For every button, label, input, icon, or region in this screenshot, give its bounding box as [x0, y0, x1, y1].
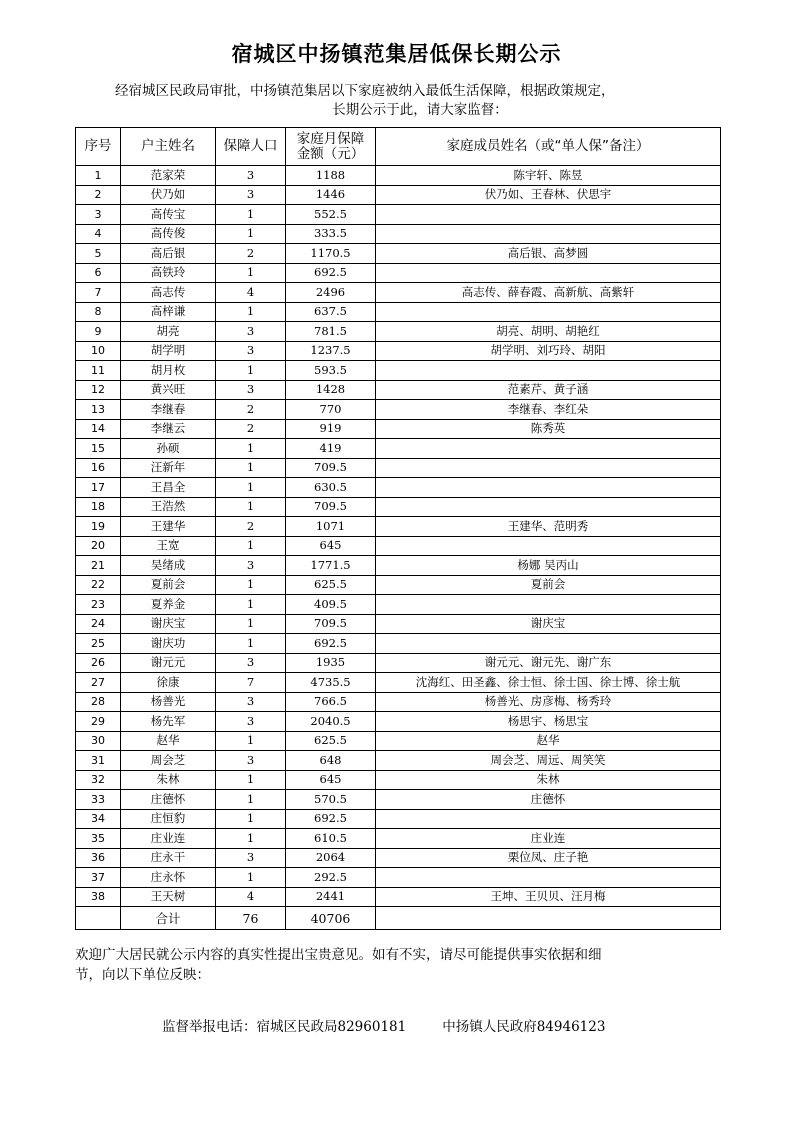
hotline-bureau: 宿城区民政局82960181 — [256, 1019, 407, 1035]
row-members — [376, 458, 721, 478]
table-row — [76, 634, 721, 654]
row-index: 13 — [76, 400, 121, 420]
row-people: 1 — [216, 439, 286, 459]
row-head-name: 李继云 — [121, 419, 216, 439]
header-amount-line2: 金额（元） — [296, 145, 365, 162]
row-head-name: 吴绪成 — [121, 556, 216, 576]
row-members: 范素芹、黄子涵 — [376, 380, 721, 400]
row-amount: 1446 — [286, 185, 376, 205]
row-people: 3 — [216, 556, 286, 576]
row-index: 21 — [76, 556, 121, 576]
row-people: 2 — [216, 400, 286, 420]
row-head-name: 夏前会 — [121, 575, 216, 595]
row-index: 34 — [76, 809, 121, 829]
welfare-table — [75, 127, 721, 930]
row-head-name: 李继春 — [121, 400, 216, 420]
table-row — [76, 556, 721, 576]
table-row — [76, 185, 721, 205]
row-index: 10 — [76, 341, 121, 361]
row-people: 3 — [216, 751, 286, 771]
header-index: 序号 — [76, 128, 121, 166]
row-members — [376, 478, 721, 498]
row-members: 杨善光、房彦梅、杨秀玲 — [376, 692, 721, 712]
row-head-name: 杨善光 — [121, 692, 216, 712]
row-members — [376, 302, 721, 322]
total-members-cell — [376, 907, 721, 930]
row-head-name: 庄永干 — [121, 848, 216, 868]
table-row — [76, 868, 721, 888]
row-amount: 919 — [286, 419, 376, 439]
row-amount: 692.5 — [286, 809, 376, 829]
row-head-name: 高铁玲 — [121, 263, 216, 283]
row-amount: 1237.5 — [286, 341, 376, 361]
row-amount: 637.5 — [286, 302, 376, 322]
row-members: 杨思宇、杨思宝 — [376, 712, 721, 732]
table-row — [76, 263, 721, 283]
row-amount: 570.5 — [286, 790, 376, 810]
table-row — [76, 673, 721, 693]
row-amount: 292.5 — [286, 868, 376, 888]
row-people: 1 — [216, 595, 286, 615]
row-index: 11 — [76, 361, 121, 381]
header-amount — [286, 128, 376, 166]
row-amount: 2040.5 — [286, 712, 376, 732]
row-people: 3 — [216, 166, 286, 186]
row-amount: 709.5 — [286, 458, 376, 478]
row-amount: 1771.5 — [286, 556, 376, 576]
feedback-note — [75, 945, 720, 985]
table-row — [76, 614, 721, 634]
row-index: 30 — [76, 731, 121, 751]
row-index: 15 — [76, 439, 121, 459]
row-head-name: 胡亮 — [121, 322, 216, 342]
row-head-name: 朱林 — [121, 770, 216, 790]
table-row — [76, 790, 721, 810]
table-row — [76, 770, 721, 790]
row-amount: 709.5 — [286, 614, 376, 634]
row-index: 36 — [76, 848, 121, 868]
row-people: 1 — [216, 361, 286, 381]
row-members: 庄业连 — [376, 829, 721, 849]
row-head-name: 汪新年 — [121, 458, 216, 478]
row-amount: 552.5 — [286, 205, 376, 225]
table-row — [76, 166, 721, 186]
row-members: 陈宇轩、陈昱 — [376, 166, 721, 186]
table-row — [76, 536, 721, 556]
row-index: 25 — [76, 634, 121, 654]
total-index-cell — [76, 907, 121, 930]
row-members — [376, 634, 721, 654]
row-head-name: 杨先军 — [121, 712, 216, 732]
row-index: 1 — [76, 166, 121, 186]
table-row — [76, 341, 721, 361]
row-amount: 692.5 — [286, 634, 376, 654]
row-amount: 770 — [286, 400, 376, 420]
table-row — [76, 302, 721, 322]
row-amount: 593.5 — [286, 361, 376, 381]
total-row — [76, 907, 721, 930]
row-head-name: 王浩然 — [121, 497, 216, 517]
row-people: 1 — [216, 829, 286, 849]
row-index: 14 — [76, 419, 121, 439]
row-members: 王坤、王贝贝、汪月梅 — [376, 887, 721, 907]
table-row — [76, 224, 721, 244]
table-row — [76, 322, 721, 342]
row-members — [376, 497, 721, 517]
row-members: 李继春、李红朵 — [376, 400, 721, 420]
total-amount: 40706 — [286, 907, 376, 930]
header-members: 家庭成员姓名（或“单人保”备注） — [376, 128, 721, 166]
row-index: 23 — [76, 595, 121, 615]
row-head-name: 庄恒豹 — [121, 809, 216, 829]
table-row — [76, 692, 721, 712]
row-people: 3 — [216, 380, 286, 400]
row-head-name: 赵华 — [121, 731, 216, 751]
row-index: 32 — [76, 770, 121, 790]
row-members — [376, 536, 721, 556]
row-amount: 781.5 — [286, 322, 376, 342]
row-index: 28 — [76, 692, 121, 712]
row-people: 1 — [216, 205, 286, 225]
row-members: 陈秀英 — [376, 419, 721, 439]
row-index: 6 — [76, 263, 121, 283]
row-members: 庄德怀 — [376, 790, 721, 810]
row-amount: 333.5 — [286, 224, 376, 244]
row-index: 27 — [76, 673, 121, 693]
row-head-name: 周会芝 — [121, 751, 216, 771]
row-members: 朱林 — [376, 770, 721, 790]
row-head-name: 王建华 — [121, 517, 216, 537]
row-people: 7 — [216, 673, 286, 693]
row-index: 8 — [76, 302, 121, 322]
row-amount: 709.5 — [286, 497, 376, 517]
row-members: 赵华 — [376, 731, 721, 751]
table-row — [76, 478, 721, 498]
intro-line-1: 经宿城区民政局审批，中扬镇范集居以下家庭被纳入最低生活保障，根据政策规定， — [115, 83, 615, 99]
row-amount: 645 — [286, 770, 376, 790]
row-people: 3 — [216, 322, 286, 342]
row-head-name: 高志传 — [121, 283, 216, 303]
table-row — [76, 731, 721, 751]
table-row — [76, 712, 721, 732]
feedback-line-2: 节，向以下单位反映： — [75, 967, 210, 983]
row-index: 22 — [76, 575, 121, 595]
row-people: 1 — [216, 634, 286, 654]
row-head-name: 谢庆功 — [121, 634, 216, 654]
row-members: 胡亮、胡明、胡艳红 — [376, 322, 721, 342]
table-row — [76, 575, 721, 595]
row-head-name: 庄德怀 — [121, 790, 216, 810]
row-members: 谢庆宝 — [376, 614, 721, 634]
table-row — [76, 497, 721, 517]
row-index: 5 — [76, 244, 121, 264]
row-amount: 4735.5 — [286, 673, 376, 693]
row-index: 33 — [76, 790, 121, 810]
row-members: 高志传、薛春霞、高新航、高紫轩 — [376, 283, 721, 303]
row-index: 12 — [76, 380, 121, 400]
header-head-name: 户主姓名 — [121, 128, 216, 166]
table-row — [76, 751, 721, 771]
row-members — [376, 205, 721, 225]
row-head-name: 谢庆宝 — [121, 614, 216, 634]
row-members — [376, 263, 721, 283]
row-members: 伏乃如、王春林、伏思宇 — [376, 185, 721, 205]
row-index: 4 — [76, 224, 121, 244]
row-head-name: 高传宝 — [121, 205, 216, 225]
table-row — [76, 517, 721, 537]
row-members: 周会芝、周远、周笑笑 — [376, 751, 721, 771]
row-head-name: 黄兴旺 — [121, 380, 216, 400]
row-people: 1 — [216, 790, 286, 810]
table-row — [76, 419, 721, 439]
table-row — [76, 244, 721, 264]
row-index: 35 — [76, 829, 121, 849]
row-members — [376, 439, 721, 459]
row-members: 谢元元、谢元先、谢广东 — [376, 653, 721, 673]
row-head-name: 伏乃如 — [121, 185, 216, 205]
row-amount: 645 — [286, 536, 376, 556]
row-people: 1 — [216, 536, 286, 556]
row-head-name: 谢元元 — [121, 653, 216, 673]
row-members: 杨娜 吴丙山 — [376, 556, 721, 576]
table-row — [76, 400, 721, 420]
row-head-name: 范家荣 — [121, 166, 216, 186]
row-people: 3 — [216, 692, 286, 712]
row-head-name: 高传俊 — [121, 224, 216, 244]
row-head-name: 胡学明 — [121, 341, 216, 361]
row-amount: 692.5 — [286, 263, 376, 283]
row-index: 19 — [76, 517, 121, 537]
table-row — [76, 848, 721, 868]
row-amount: 409.5 — [286, 595, 376, 615]
row-index: 16 — [76, 458, 121, 478]
row-people: 2 — [216, 244, 286, 264]
row-members — [376, 809, 721, 829]
row-people: 1 — [216, 868, 286, 888]
row-head-name: 高后银 — [121, 244, 216, 264]
row-members: 胡学明、刘巧玲、胡阳 — [376, 341, 721, 361]
header-people: 保障人口 — [216, 128, 286, 166]
row-amount: 2496 — [286, 283, 376, 303]
row-people: 3 — [216, 185, 286, 205]
row-people: 3 — [216, 653, 286, 673]
table-body — [76, 166, 721, 907]
row-index: 20 — [76, 536, 121, 556]
row-people: 1 — [216, 575, 286, 595]
row-members: 夏前会 — [376, 575, 721, 595]
row-people: 2 — [216, 419, 286, 439]
table-row — [76, 887, 721, 907]
row-index: 24 — [76, 614, 121, 634]
row-head-name: 庄业连 — [121, 829, 216, 849]
row-people: 1 — [216, 809, 286, 829]
feedback-line-1: 欢迎广大居民就公示内容的真实性提出宝贵意见。如有不实，请尽可能提供事实依据和细 — [75, 947, 602, 963]
row-members: 沈海红、田圣鑫、徐士恒、徐士国、徐士博、徐士航 — [376, 673, 721, 693]
row-people: 1 — [216, 770, 286, 790]
row-people: 2 — [216, 517, 286, 537]
row-people: 1 — [216, 731, 286, 751]
row-members — [376, 361, 721, 381]
row-amount: 419 — [286, 439, 376, 459]
intro-line-2: 长期公示于此，请大家监督： — [332, 102, 508, 118]
table-row — [76, 809, 721, 829]
row-members — [376, 595, 721, 615]
row-head-name: 胡月枚 — [121, 361, 216, 381]
hotline-town: 中扬镇人民政府84946123 — [442, 1019, 606, 1035]
row-index: 18 — [76, 497, 121, 517]
row-index: 3 — [76, 205, 121, 225]
header-amount-line1: 家庭月保障 — [296, 130, 365, 147]
row-head-name: 王宽 — [121, 536, 216, 556]
table-row — [76, 283, 721, 303]
row-amount: 648 — [286, 751, 376, 771]
table-row — [76, 205, 721, 225]
row-people: 1 — [216, 614, 286, 634]
row-amount: 1170.5 — [286, 244, 376, 264]
row-people: 1 — [216, 458, 286, 478]
row-people: 1 — [216, 302, 286, 322]
table-row — [76, 595, 721, 615]
row-members: 栗位凤、庄子艳 — [376, 848, 721, 868]
hotline-label: 监督举报电话： — [162, 1019, 257, 1035]
total-people: 76 — [216, 907, 286, 930]
table-row — [76, 380, 721, 400]
table-row — [76, 653, 721, 673]
row-head-name: 王昌全 — [121, 478, 216, 498]
table-row — [76, 829, 721, 849]
row-head-name: 孙硕 — [121, 439, 216, 459]
row-people: 1 — [216, 478, 286, 498]
row-index: 9 — [76, 322, 121, 342]
table-row — [76, 458, 721, 478]
row-amount: 2441 — [286, 887, 376, 907]
row-people: 4 — [216, 283, 286, 303]
table-row — [76, 361, 721, 381]
row-head-name: 高梓谦 — [121, 302, 216, 322]
row-people: 3 — [216, 712, 286, 732]
row-members: 王建华、范明秀 — [376, 517, 721, 537]
intro-paragraph — [115, 82, 725, 120]
table-header-row — [76, 128, 721, 166]
row-people: 1 — [216, 224, 286, 244]
hotline — [162, 1015, 605, 1035]
total-label: 合计 — [121, 907, 216, 930]
row-amount: 2064 — [286, 848, 376, 868]
page-title: 宿城区中扬镇范集居低保长期公示 — [231, 42, 562, 66]
row-people: 1 — [216, 263, 286, 283]
row-amount: 610.5 — [286, 829, 376, 849]
row-head-name: 夏养金 — [121, 595, 216, 615]
row-index: 7 — [76, 283, 121, 303]
row-index: 17 — [76, 478, 121, 498]
row-people: 4 — [216, 887, 286, 907]
row-head-name: 徐康 — [121, 673, 216, 693]
row-head-name: 王天树 — [121, 887, 216, 907]
row-index: 29 — [76, 712, 121, 732]
row-amount: 1935 — [286, 653, 376, 673]
row-index: 2 — [76, 185, 121, 205]
row-amount: 625.5 — [286, 731, 376, 751]
row-people: 3 — [216, 848, 286, 868]
row-amount: 625.5 — [286, 575, 376, 595]
row-amount: 766.5 — [286, 692, 376, 712]
row-head-name: 庄永怀 — [121, 868, 216, 888]
row-amount: 1428 — [286, 380, 376, 400]
row-index: 38 — [76, 887, 121, 907]
row-people: 3 — [216, 341, 286, 361]
row-members: 高后银、高梦圆 — [376, 244, 721, 264]
row-amount: 1188 — [286, 166, 376, 186]
row-members — [376, 224, 721, 244]
row-amount: 1071 — [286, 517, 376, 537]
row-people: 1 — [216, 497, 286, 517]
row-index: 26 — [76, 653, 121, 673]
table-row — [76, 439, 721, 459]
row-members — [376, 868, 721, 888]
row-index: 37 — [76, 868, 121, 888]
row-index: 31 — [76, 751, 121, 771]
row-amount: 630.5 — [286, 478, 376, 498]
